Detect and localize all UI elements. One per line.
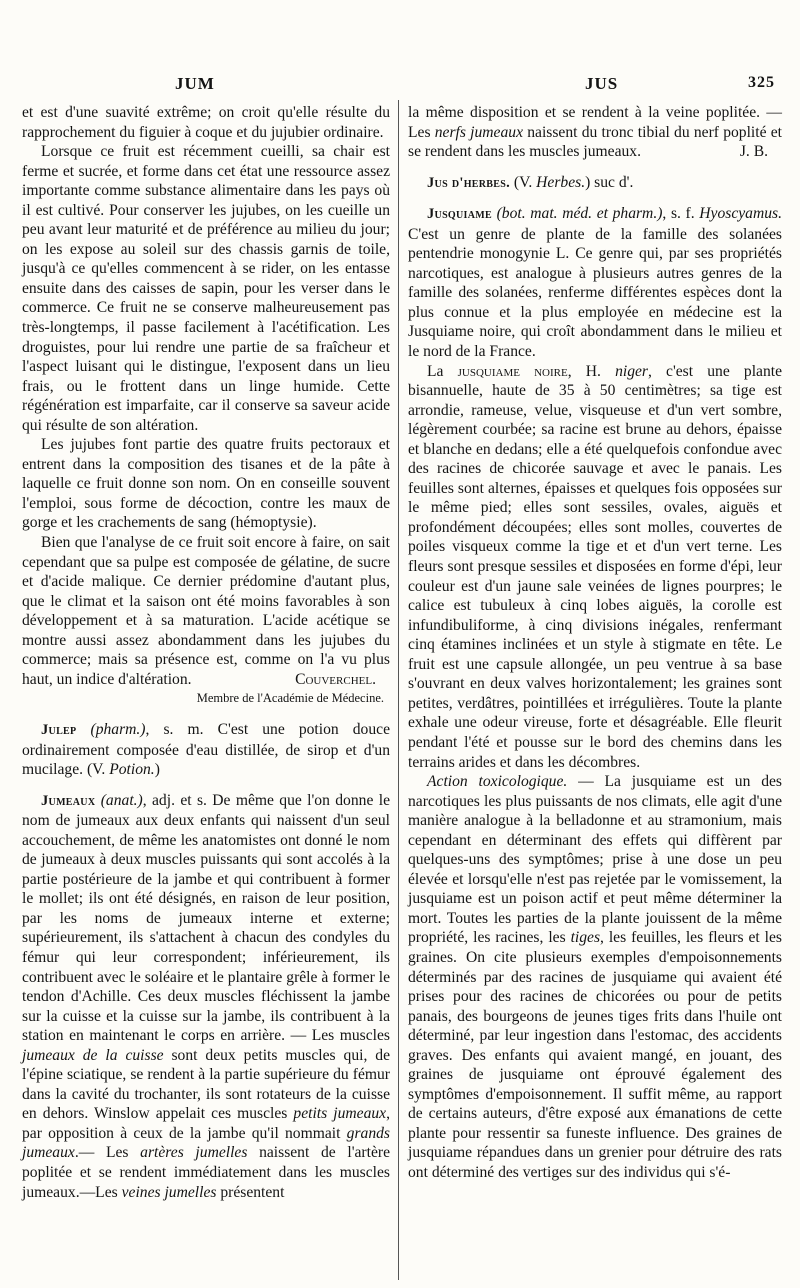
entry-jumeaux	[22, 791, 390, 1202]
jumeaux-text-6: présentent	[216, 1183, 285, 1201]
jumeaux-text-5: naissent de l'artère poplitée et se rendent immédiatement dans les muscles jumeaux.—Les	[22, 1144, 390, 1201]
jumeaux-italic-3: grands jumeaux	[22, 1124, 390, 1162]
toxicology-paragraph	[408, 772, 782, 1182]
continuation-text-1: la même disposition et se rendent à la veine poplitée. — Les	[408, 104, 782, 141]
jujube-continuation-paragraph: et est d'une suavité extrême; on croit qu'elle résulte du rapprochement du figuier à coque et du jujubier ordinaire.	[22, 104, 390, 141]
jumeaux-continuation-paragraph	[408, 103, 782, 162]
julep-label: (pharm.)	[90, 720, 146, 738]
jusquiame-text-2: C'est un genre de plante de la famille des solanées pentendrie monogynie L. Ce genre qui, par ses propriétés narcotiques, est analogue à plusieurs autres genres de la famille des solanées, renferme différentes espèces dont la plus connue et la plus employée en médecine est la Jusquiame noire, qui croît abondamment dans le milieu et le nord de la France.	[408, 225, 782, 361]
toxicology-text-2: , les feuilles, les fleurs et les graines. On cite plusieurs exemples d'empoisonnements déterminés par des racines de jusquiame qui avaient été prises pour des racines de chicorées ou pour de petits panais, des bourgeons de jeunes tiges frits dans l'huile ont déterminé, par leur ingestion dans l'estomac, des accidents graves. Des enfants qui avaient mangé, en jouant, des graines de jusquiame ont éprouvé également des symptômes d'empoisonnement. Il suffit même, au rapport de certains auteurs, d'être exposé aux émanations de cette plante pour ressentir sa funeste influence. Des graines de jusquiame répandues dans un grenier pour détruire des rats ont déterminé des vertiges sur des individus qui s'é-	[408, 929, 782, 1181]
jumeaux-text-4: .— Les	[74, 1144, 141, 1162]
jusquiame-label: (bot. mat. méd. et pharm.)	[496, 205, 663, 223]
jusquiame-text-1: , s. f.	[662, 205, 700, 223]
jusquiame-noire-paragraph	[408, 362, 782, 772]
headword-jumeaux: Jumeaux	[41, 792, 96, 809]
entry-jusquiame	[408, 204, 782, 361]
entry-jus-d-herbes	[408, 173, 782, 194]
jusquiame-latin-name: Hyoscyamus.	[699, 205, 782, 223]
jumeaux-text-3: , par opposition à ceux de la jambe qu'il nommait	[22, 1105, 390, 1142]
jus-cross-reference: Herbes.	[536, 173, 586, 191]
jumeaux-label: (anat.)	[100, 791, 143, 809]
jujube-paragraph-4	[22, 533, 390, 689]
jumeaux-italic-1: jumeaux de la cuisse	[22, 1046, 164, 1064]
julep-definition: , s. m. C'est une potion douce ordinairement composée d'eau distillée, de sirop et d'un mucilage. (V.	[22, 720, 390, 779]
toxicology-heading: Action toxicologique.	[427, 773, 568, 791]
jujube-paragraph-2: Lorsque ce fruit est récemment cueilli, sa chair est ferme et sucrée, et forme dans cet état une ressource assez importante comme substance alimentaire dans les pays où il est cultivé. Pour conserver les jujubes, on les cueille un peu avant leur maturité et de préférence au milieu du jour; on les expose au soleil sur des chassis garnis de toile, jusqu'à ce qu'elles commencent à se rider, on les entasse ensuite dans des caisses de sapin, pour les verser dans le commerce. Ce fruit ne se conserve malheureusement pas très-longtemps, il passe facilement à l'acétification. Les droguistes, pour lui rendre une partie de sa fraîcheur et l'aspect luisant qui le distingue, l'exposent dans un lieu frais, ou le frottent dans un linge humide. Cette régénération est imparfaite, car il conserve sa saveur acide qui résulte de son altération.	[22, 143, 390, 434]
jumeaux-italic-2: petits jumeaux	[293, 1105, 387, 1123]
page-number: 325	[748, 74, 775, 91]
jumeaux-italic-5: veines jumelles	[121, 1183, 217, 1201]
julep-close: )	[154, 761, 160, 779]
continuation-text-2: naissent du tronc tibial du nerf poplité et se rendent dans les muscles jumeaux.	[408, 123, 782, 161]
headword-julep: Julep	[41, 721, 77, 738]
header-right-guideword: JUS	[585, 74, 619, 93]
left-column	[22, 103, 390, 1202]
jumeaux-text-2: sont deux petits muscles qui, de l'épine sciatique, se rendent à la partie supérieure du fémur dans la cavité du trochanter, ils sont rotateurs de la cuisse en dehors. Winslow appelait ces muscles	[22, 1046, 390, 1123]
jus-text-2: ) suc d'.	[585, 173, 634, 191]
toxicology-italic: tiges	[570, 929, 601, 947]
right-column	[408, 103, 782, 1183]
continuation-signature: J. B.	[739, 143, 768, 161]
jumeaux-text-1: , adj. et s. De même que l'on donne le nom de jumeaux aux deux enfants qui naissent d'un seul accouchement, de même les anatomistes ont donné le nom de jumeaux à deux muscles puissants qui sont accolés à la partie postérieure de la jambe et qui contribuent à former le mollet; ils ont été désignés, en raison de leur position, par les noms de jumeaux interne et externe; supérieurement, ils s'attachent à chacun des condyles du fémur qui leur correspondent; inférieurement, ils contribuent avec le soléaire et le plantaire grêle à former le tendon d'Achille. Ces deux muscles fléchissent la jambe sur la cuisse et la cuisse sur la jambe, ils contribuent à la station en maintenant le corps en arrière. — Les muscles	[22, 791, 390, 1045]
jujube-paragraph-4-text: Bien que l'analyse de ce fruit soit encore à faire, on sait cependant que sa pulpe est composée de gélatine, de sucre et d'acide malique. Ce dernier prédomine d'autant plus, que le climat et la saison ont été moins favorables à son développement et à sa maturation. L'acide acétique se montre aussi assez abondamment dans les jujubes du commerce; mais sa présence est, comme on l'a vu plus haut, un indice d'altération.	[22, 534, 390, 688]
headword-jus-d-herbes: Jus d'herbes.	[427, 174, 511, 191]
column-divider	[398, 100, 399, 1280]
running-header	[0, 74, 800, 98]
continuation-italic: nerfs jumeaux	[434, 123, 523, 141]
entry-julep	[22, 720, 390, 780]
jus-text-1: (V.	[510, 173, 537, 191]
noire-lead: La	[427, 362, 458, 380]
noire-text-2: , c'est une plante bisannuelle, haute de 35 à 50 centimètres; sa tige est arrondie, rameuse, velue, visqueuse et d'un vert sombre, légèrement courbée; sa racine est brune au dehors, épaisse et blanche en dedans; elle a été quelquefois confondue avec des racines de chicorée sauvage et avec le panais. Les feuilles sont alternes, épaisses et quelques fois opposées sur le même pied; elles sont sessiles, ovales, aiguës et profondément découpées; elles sont molles, couvertes de poiles visqueux comme la tige et et d'un vert terne. Les fleurs sont presque sessiles et disposées en forme d'épi, leur couleur est d'un jaune sale veinées de lignes pourpres; le calice est tubuleux à cinq lobes aiguës, la corolle est infundibuliforme, à cinq divisions inégales, renfermant cinq étamines inclinées et un style à stigmate en tête. Le fruit est une capsule allongée, un peu ventrue à sa base s'ouvrant en deux valves horizontalement; les graines sont petites, verdâtres, pointillées et irrégulières. Toute la plante exhale une odeur vireuse, forte et désagréable. Elle fleurit pendant l'été et pousse sur le bord des chemins dans les terrains arides et dans les décombres.	[408, 362, 782, 771]
noire-latin-name: niger	[615, 362, 648, 380]
jumeaux-italic-4: artères jumelles	[140, 1144, 248, 1162]
jujube-paragraph-3: Les jujubes font partie des quatre fruits pectoraux et entrent dans la composition des tisanes et de la pâte à laquelle ce fruit donne son nom. On en conseille souvent l'emploi, sous forme de décoction, contre les maux de gorge et les crachements de sang (hémoptysie).	[22, 436, 390, 532]
noire-text-1: , H.	[567, 362, 616, 380]
headword-jusquiame: Jusquiame	[427, 206, 492, 223]
toxicology-text-1: — La jusquiame est un des narcotiques les plus puissants de nos climats, elle agit d'une manière analogue à la belladonne et au stramonium, mais cependant en déterminant des effets qui diffèrent par quelques-uns des symptômes; prise à une dose un peu élevée et lorsqu'elle n'est pas rejetée par le vomissement, la jusquiame est un poison actif et peut même déterminer la mort. Toutes les parties de la plante jouissent de la même propriété, les racines, les	[408, 773, 782, 947]
header-left-guideword: JUM	[175, 74, 215, 93]
julep-cross-reference: Potion.	[109, 761, 155, 779]
noire-small-caps: jusquiame noire	[457, 362, 568, 380]
author-signature: Couverchel.	[295, 670, 376, 688]
author-affiliation: Membre de l'Académie de Médecine.	[196, 691, 384, 706]
